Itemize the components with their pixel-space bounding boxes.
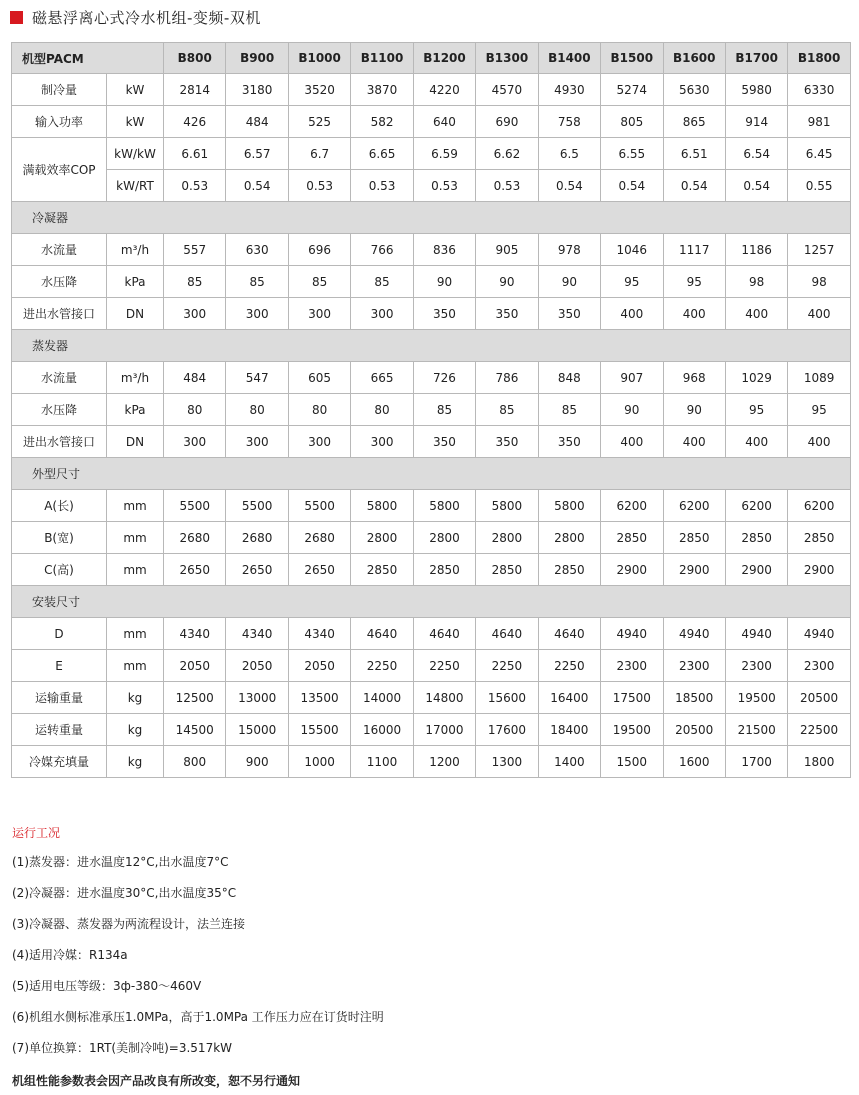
unit-cell: mm [107,618,164,650]
value-cell: 15000 [226,714,288,746]
value-cell: 805 [601,106,663,138]
model-header-cell: B1600 [663,43,725,74]
value-cell: 848 [538,362,600,394]
value-cell: 2900 [788,554,850,586]
title-marker [10,11,23,24]
section-label: 外型尺寸 [12,458,851,490]
value-cell: 0.54 [538,170,600,202]
table-row [12,650,851,682]
note-line: (4)适用冷媒：R134a [12,948,128,962]
value-cell: 0.54 [663,170,725,202]
value-cell: 85 [413,394,475,426]
note-line: (5)适用电压等级：3ф-380～460V [12,979,202,993]
value-cell: 1046 [601,234,663,266]
value-cell: 85 [351,266,413,298]
value-cell: 85 [226,266,288,298]
value-cell: 80 [288,394,350,426]
value-cell: 2850 [601,522,663,554]
section-row [12,330,851,362]
value-cell: 630 [226,234,288,266]
param-cell: E [12,650,107,682]
value-cell: 22500 [788,714,850,746]
value-cell: 14500 [164,714,226,746]
value-cell: 1186 [725,234,787,266]
value-cell: 300 [351,426,413,458]
value-cell: 18400 [538,714,600,746]
value-cell: 0.53 [351,170,413,202]
value-cell: 6.57 [226,138,288,170]
value-cell: 1000 [288,746,350,778]
value-cell: 640 [413,106,475,138]
spec-body [12,74,851,778]
value-cell: 914 [725,106,787,138]
note-line: (7)单位换算：1RT(美制冷吨)=3.517kW [12,1041,233,1055]
param-cell: 制冷量 [12,74,107,106]
unit-cell: kW [107,106,164,138]
value-cell: 2800 [538,522,600,554]
value-cell: 90 [663,394,725,426]
value-cell: 19500 [725,682,787,714]
value-cell: 2250 [538,650,600,682]
value-cell: 4940 [601,618,663,650]
value-cell: 525 [288,106,350,138]
value-cell: 2300 [725,650,787,682]
value-cell: 6.55 [601,138,663,170]
table-row [12,74,851,106]
value-cell: 95 [663,266,725,298]
unit-cell: kW/kW [107,138,164,170]
value-cell: 6200 [663,490,725,522]
param-cell: D [12,618,107,650]
value-cell: 300 [226,426,288,458]
value-cell: 2050 [226,650,288,682]
value-cell: 400 [788,298,850,330]
value-cell: 1117 [663,234,725,266]
value-cell: 2850 [725,522,787,554]
value-cell: 1700 [725,746,787,778]
value-cell: 1500 [601,746,663,778]
page-title: 磁悬浮离心式冷水机组-变频-双机 [32,8,261,27]
param-cell: 满载效率COP [12,138,107,202]
model-header-cell: B1800 [788,43,850,74]
value-cell: 0.53 [164,170,226,202]
value-cell: 17500 [601,682,663,714]
unit-cell: kg [107,682,164,714]
table-row [12,106,851,138]
value-cell: 400 [601,426,663,458]
value-cell: 14000 [351,682,413,714]
value-cell: 6200 [601,490,663,522]
value-cell: 1800 [788,746,850,778]
value-cell: 5800 [413,490,475,522]
table-row [12,554,851,586]
value-cell: 786 [476,362,538,394]
value-cell: 4940 [725,618,787,650]
value-cell: 95 [725,394,787,426]
unit-cell: DN [107,298,164,330]
value-cell: 13000 [226,682,288,714]
value-cell: 85 [538,394,600,426]
value-cell: 350 [538,426,600,458]
value-cell: 18500 [663,682,725,714]
value-cell: 350 [538,298,600,330]
model-header-cell: B1100 [351,43,413,74]
unit-cell: kPa [107,394,164,426]
value-cell: 6200 [788,490,850,522]
table-row [12,522,851,554]
value-cell: 2800 [351,522,413,554]
value-cell: 4640 [538,618,600,650]
value-cell: 90 [413,266,475,298]
notes-footer: 机组性能参数表会因产品改良有所改变，恕不另行通知 [12,1074,301,1088]
value-cell: 1200 [413,746,475,778]
value-cell: 85 [476,394,538,426]
value-cell: 0.54 [601,170,663,202]
value-cell: 95 [601,266,663,298]
value-cell: 20500 [788,682,850,714]
value-cell: 15600 [476,682,538,714]
value-cell: 2800 [476,522,538,554]
unit-cell: mm [107,650,164,682]
value-cell: 5630 [663,74,725,106]
value-cell: 350 [413,298,475,330]
unit-cell: kg [107,746,164,778]
value-cell: 2250 [413,650,475,682]
value-cell: 14800 [413,682,475,714]
value-cell: 400 [601,298,663,330]
value-cell: 6200 [725,490,787,522]
value-cell: 2850 [663,522,725,554]
value-cell: 690 [476,106,538,138]
value-cell: 4340 [164,618,226,650]
value-cell: 2850 [413,554,475,586]
table-row [12,298,851,330]
value-cell: 350 [413,426,475,458]
value-cell: 300 [288,298,350,330]
value-cell: 300 [351,298,413,330]
model-header-cell: B1500 [601,43,663,74]
table-row [12,138,851,170]
value-cell: 85 [164,266,226,298]
value-cell: 968 [663,362,725,394]
spec-table [11,42,851,778]
value-cell: 12500 [164,682,226,714]
value-cell: 2650 [288,554,350,586]
value-cell: 5500 [226,490,288,522]
value-cell: 80 [226,394,288,426]
value-cell: 6.61 [164,138,226,170]
value-cell: 2800 [413,522,475,554]
unit-cell: kg [107,714,164,746]
value-cell: 484 [164,362,226,394]
value-cell: 5800 [351,490,413,522]
note-line: (6)机组水侧标准承压1.0MPa，高于1.0MPa 工作压力应在订货时注明 [12,1010,384,1024]
unit-cell: mm [107,490,164,522]
value-cell: 484 [226,106,288,138]
value-cell: 2680 [288,522,350,554]
value-cell: 400 [788,426,850,458]
value-cell: 905 [476,234,538,266]
param-cell: 输入功率 [12,106,107,138]
value-cell: 0.53 [413,170,475,202]
table-row [12,362,851,394]
value-cell: 19500 [601,714,663,746]
table-row [12,714,851,746]
unit-cell: kW [107,74,164,106]
value-cell: 6.54 [725,138,787,170]
value-cell: 6.5 [538,138,600,170]
value-cell: 2900 [725,554,787,586]
value-cell: 80 [164,394,226,426]
param-cell: 运输重量 [12,682,107,714]
param-cell: B(宽) [12,522,107,554]
value-cell: 6.51 [663,138,725,170]
value-cell: 350 [476,426,538,458]
value-cell: 665 [351,362,413,394]
value-cell: 2680 [226,522,288,554]
value-cell: 2850 [476,554,538,586]
value-cell: 3180 [226,74,288,106]
value-cell: 2250 [476,650,538,682]
table-row [12,394,851,426]
value-cell: 400 [725,426,787,458]
value-cell: 3870 [351,74,413,106]
value-cell: 2300 [601,650,663,682]
value-cell: 4640 [413,618,475,650]
param-cell: 水压降 [12,266,107,298]
param-cell: 水压降 [12,394,107,426]
notes [12,824,842,1089]
value-cell: 800 [164,746,226,778]
table-row [12,234,851,266]
value-cell: 726 [413,362,475,394]
value-cell: 900 [226,746,288,778]
param-cell: 进出水管接口 [12,426,107,458]
value-cell: 907 [601,362,663,394]
unit-cell: DN [107,426,164,458]
value-cell: 1029 [725,362,787,394]
value-cell: 400 [725,298,787,330]
title-bar [10,6,261,28]
value-cell: 0.53 [476,170,538,202]
value-cell: 2900 [601,554,663,586]
section-label: 安装尺寸 [12,586,851,618]
unit-cell: mm [107,522,164,554]
value-cell: 978 [538,234,600,266]
value-cell: 605 [288,362,350,394]
model-header-cell: B1400 [538,43,600,74]
value-cell: 696 [288,234,350,266]
value-cell: 2814 [164,74,226,106]
value-cell: 350 [476,298,538,330]
param-cell: C(高) [12,554,107,586]
table-row [12,170,851,202]
value-cell: 13500 [288,682,350,714]
param-cell: 水流量 [12,362,107,394]
unit-cell: mm [107,554,164,586]
value-cell: 0.54 [226,170,288,202]
value-cell: 4640 [351,618,413,650]
value-cell: 4930 [538,74,600,106]
value-cell: 2900 [663,554,725,586]
value-cell: 2850 [538,554,600,586]
table-row [12,746,851,778]
header-row [12,43,851,74]
value-cell: 2250 [351,650,413,682]
value-cell: 426 [164,106,226,138]
value-cell: 557 [164,234,226,266]
value-cell: 4940 [788,618,850,650]
value-cell: 90 [476,266,538,298]
model-header-cell: B1000 [288,43,350,74]
value-cell: 20500 [663,714,725,746]
model-header-cell: B1700 [725,43,787,74]
value-cell: 400 [663,298,725,330]
value-cell: 400 [663,426,725,458]
value-cell: 6.7 [288,138,350,170]
unit-cell: kW/RT [107,170,164,202]
value-cell: 300 [288,426,350,458]
param-cell: 进出水管接口 [12,298,107,330]
value-cell: 16000 [351,714,413,746]
note-line: (1)蒸发器：进水温度12°C,出水温度7°C [12,855,229,869]
value-cell: 1400 [538,746,600,778]
value-cell: 80 [351,394,413,426]
value-cell: 1089 [788,362,850,394]
section-row [12,458,851,490]
value-cell: 16400 [538,682,600,714]
value-cell: 4340 [288,618,350,650]
unit-cell: m³/h [107,234,164,266]
unit-cell: kPa [107,266,164,298]
table-row [12,618,851,650]
value-cell: 5800 [476,490,538,522]
value-cell: 1600 [663,746,725,778]
value-cell: 6330 [788,74,850,106]
value-cell: 2680 [164,522,226,554]
value-cell: 0.53 [288,170,350,202]
value-cell: 90 [601,394,663,426]
value-cell: 95 [788,394,850,426]
param-cell: 运转重量 [12,714,107,746]
value-cell: 2650 [164,554,226,586]
value-cell: 981 [788,106,850,138]
param-cell: 水流量 [12,234,107,266]
value-cell: 582 [351,106,413,138]
notes-title: 运行工况 [12,826,61,840]
section-row [12,202,851,234]
value-cell: 1300 [476,746,538,778]
value-cell: 5800 [538,490,600,522]
note-lines [12,855,842,1072]
note-line: (2)冷凝器：进水温度30°C,出水温度35°C [12,886,237,900]
value-cell: 300 [164,426,226,458]
table-row [12,266,851,298]
value-cell: 6.59 [413,138,475,170]
value-cell: 4340 [226,618,288,650]
section-label: 蒸发器 [12,330,851,362]
value-cell: 2850 [788,522,850,554]
table-row [12,490,851,522]
value-cell: 4220 [413,74,475,106]
value-cell: 90 [538,266,600,298]
value-cell: 766 [351,234,413,266]
value-cell: 758 [538,106,600,138]
value-cell: 1100 [351,746,413,778]
value-cell: 6.62 [476,138,538,170]
value-cell: 5274 [601,74,663,106]
value-cell: 2650 [226,554,288,586]
value-cell: 6.65 [351,138,413,170]
note-line: (3)冷凝器、蒸发器为两流程设计，法兰连接 [12,917,245,931]
value-cell: 4940 [663,618,725,650]
value-cell: 2050 [288,650,350,682]
value-cell: 5500 [164,490,226,522]
value-cell: 300 [164,298,226,330]
model-header-cell: B1200 [413,43,475,74]
model-header-cell: B900 [226,43,288,74]
value-cell: 5980 [725,74,787,106]
section-row [12,586,851,618]
value-cell: 547 [226,362,288,394]
value-cell: 836 [413,234,475,266]
value-cell: 17600 [476,714,538,746]
value-cell: 0.54 [725,170,787,202]
value-cell: 85 [288,266,350,298]
value-cell: 15500 [288,714,350,746]
value-cell: 2300 [788,650,850,682]
value-cell: 4570 [476,74,538,106]
value-cell: 2300 [663,650,725,682]
value-cell: 300 [226,298,288,330]
param-cell: 冷媒充填量 [12,746,107,778]
value-cell: 1257 [788,234,850,266]
param-cell: A(长) [12,490,107,522]
value-cell: 98 [725,266,787,298]
value-cell: 6.45 [788,138,850,170]
value-cell: 21500 [725,714,787,746]
value-cell: 865 [663,106,725,138]
value-cell: 3520 [288,74,350,106]
section-label: 冷凝器 [12,202,851,234]
table-row [12,426,851,458]
value-cell: 2050 [164,650,226,682]
value-cell: 4640 [476,618,538,650]
model-header-cell: B1300 [476,43,538,74]
value-cell: 17000 [413,714,475,746]
unit-cell: m³/h [107,362,164,394]
model-header-cell: B800 [164,43,226,74]
value-cell: 98 [788,266,850,298]
value-cell: 0.55 [788,170,850,202]
model-label: 机型PACM [12,43,164,74]
value-cell: 5500 [288,490,350,522]
table-row [12,682,851,714]
value-cell: 2850 [351,554,413,586]
